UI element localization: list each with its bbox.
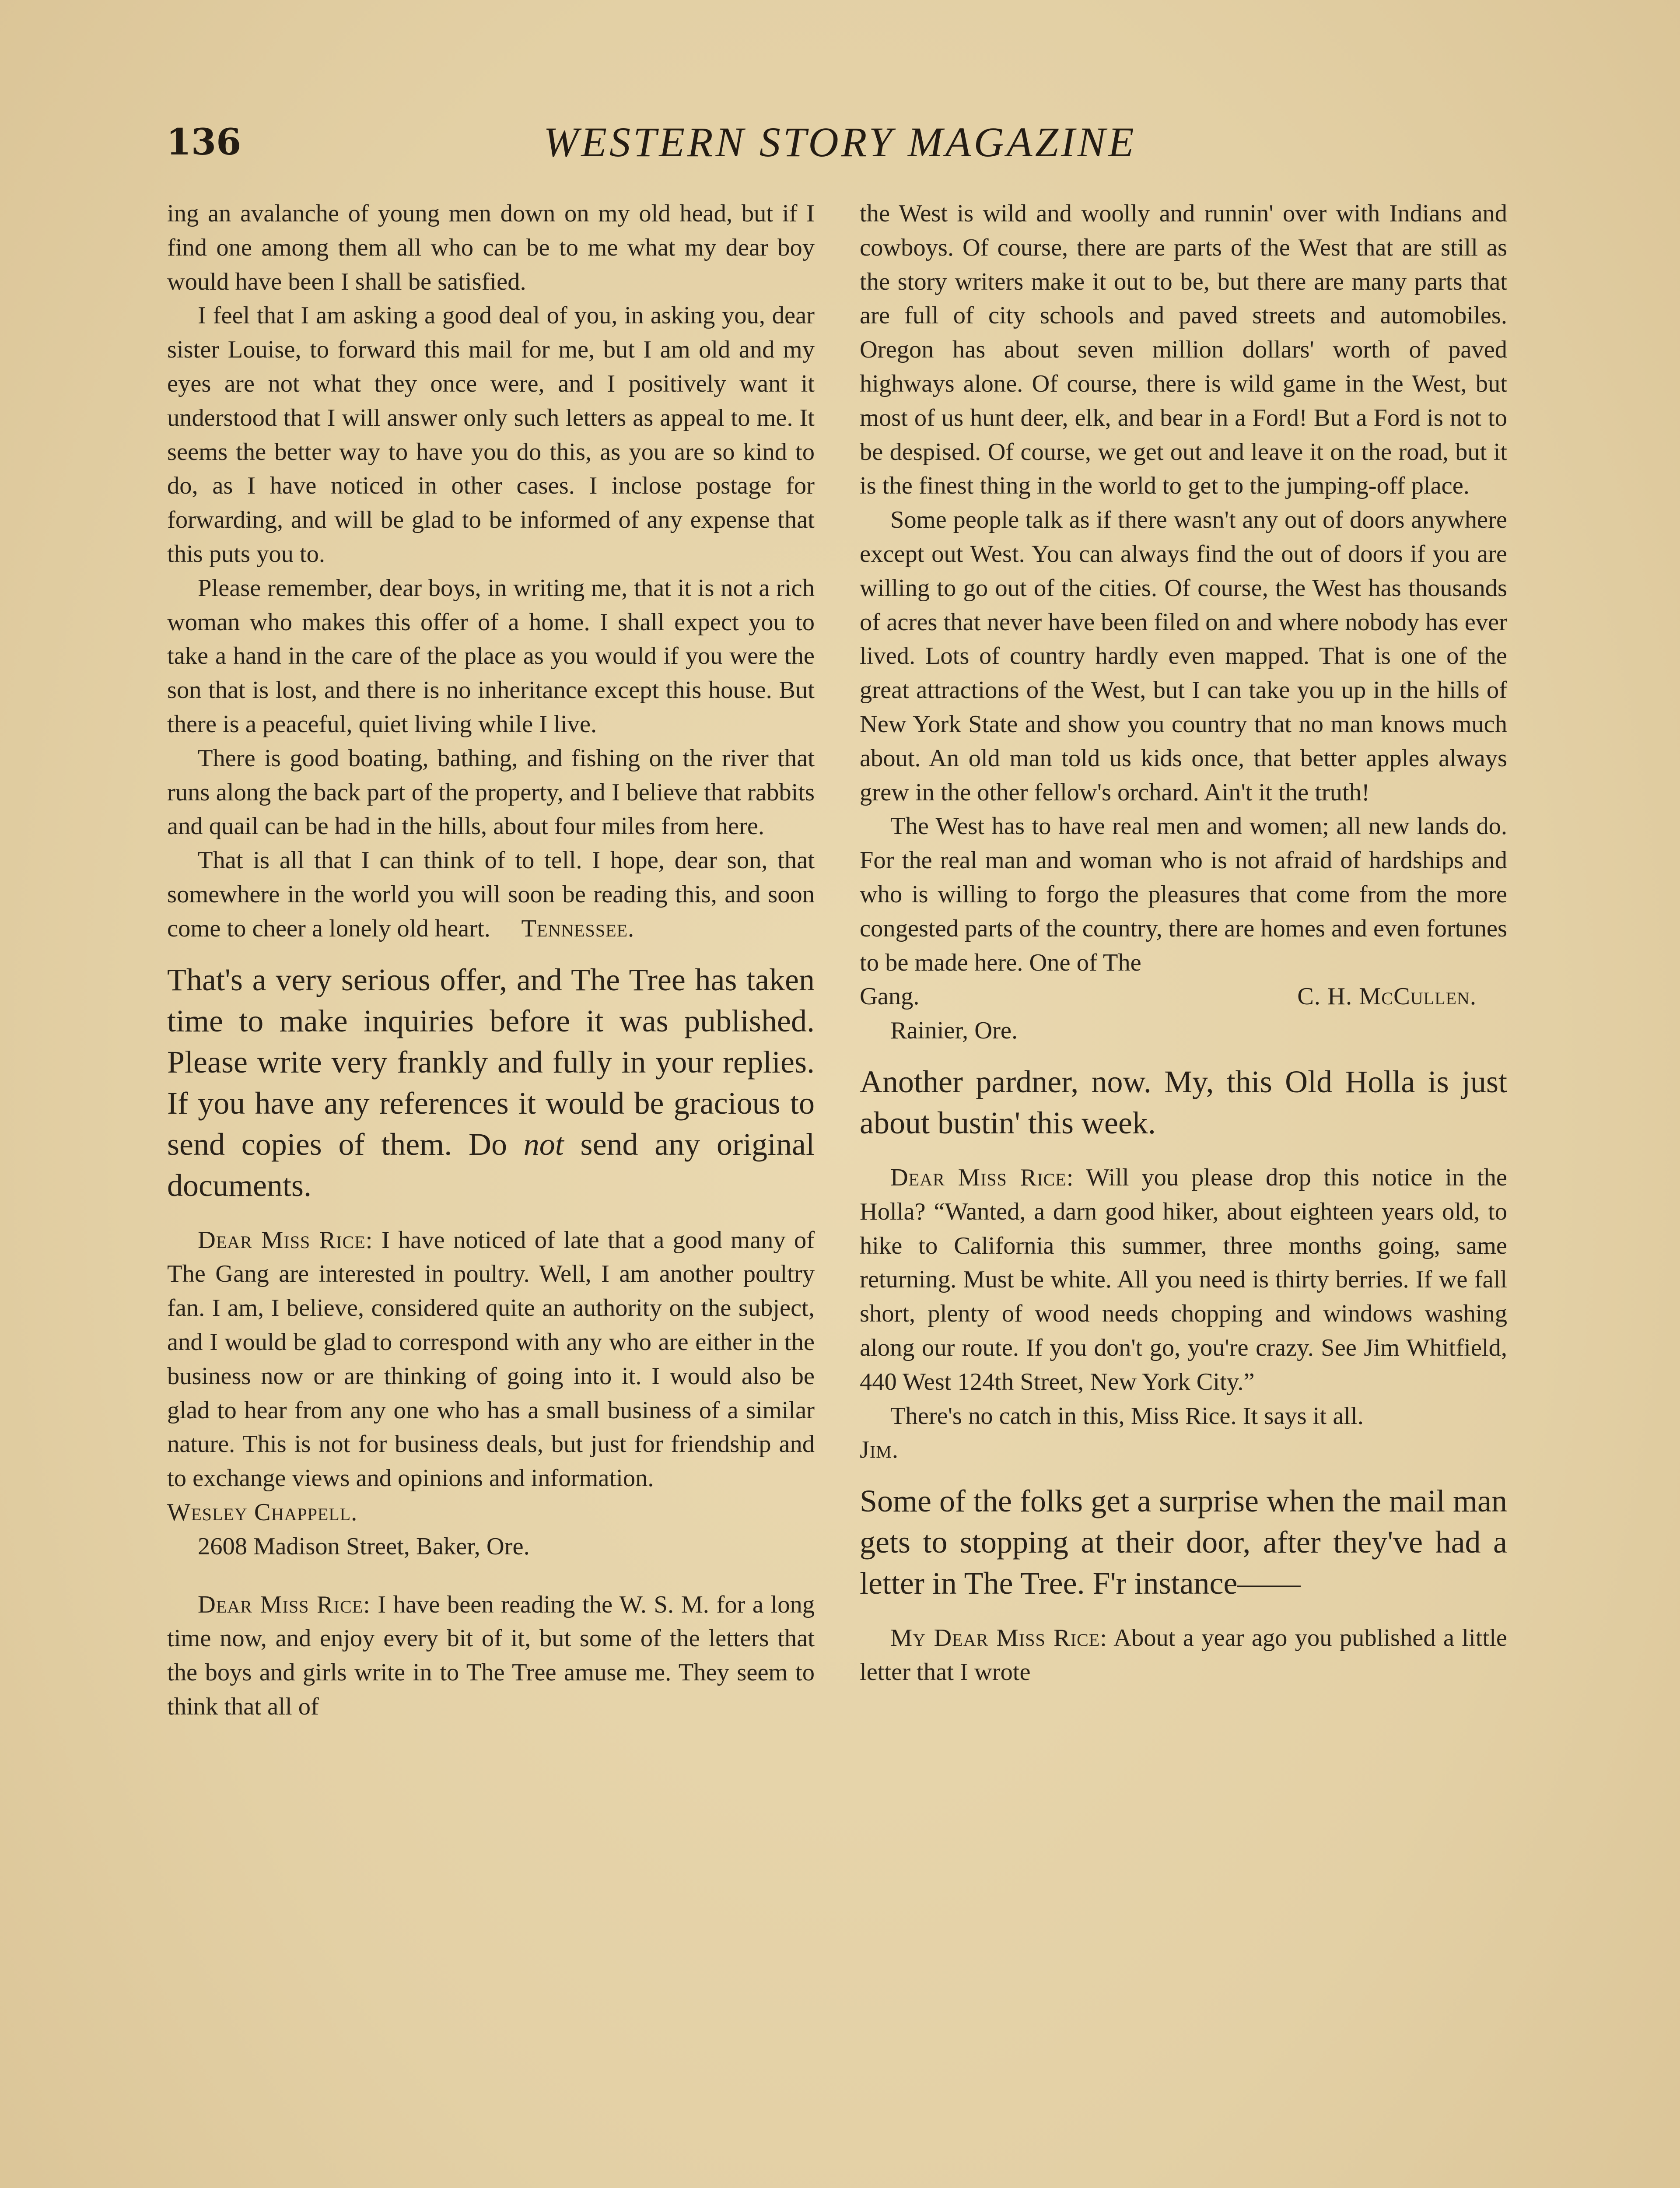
jim-letter-body [860, 1161, 1507, 1399]
reader-letter-body [167, 1588, 815, 1724]
final-letter-text: About a year ago you published a little letter that I wrote [860, 1624, 1507, 1686]
editor-note-1-not: not [523, 1126, 564, 1162]
mccullen-letter-p2: Some people talk as if there wasn't any out of doors anywhere except out West. You can always find the out of doors if you are willing to go out of the cities. Of course, the West has thousands of acres that never have been filed on and where nobody has ever lived. Lots of country hardly even mapped. That is one of the great attractions of the West, but I can take you up in the hills of New York State and show you country that no man knows much about. An old man told us kids once, that better apples always grew in the other fellow's orchard. Ain't it the truth! [860, 506, 1507, 806]
editor-note-1-text-b: send any original documents. [167, 1126, 815, 1203]
mccullen-address: Rainier, Ore. [890, 1017, 1018, 1045]
chappell-signature: Wesley Chappell. [167, 1498, 358, 1526]
editor-note-1-text-a: That's a very serious offer, and The Tree has taken time to make inquiries before it was published. Please write very frankly and fully in your replies. If you have any references it would be gracious to send copies of them. Do [167, 962, 815, 1162]
right-column [860, 197, 1507, 1690]
jim-letter-p2: There's no catch in this, Miss Rice. It says it all. [890, 1402, 1364, 1430]
jim-signature: Jim. [860, 1436, 899, 1464]
reader-salutation: Dear Miss Rice: [198, 1591, 371, 1618]
chappell-salutation: Dear Miss Rice: [198, 1226, 373, 1254]
mccullen-letter-p3: The West has to have real men and women; all new lands do. For the real man and woman who is not afraid of hardships and who is willing to forgo the pleasures that come from the more congested parts of the country, there are homes and even fortunes to be made here. One of The [860, 813, 1507, 976]
final-salutation: My Dear Miss Rice: [890, 1624, 1107, 1652]
tennessee-letter-p5 [167, 844, 815, 946]
jim-letter-text: Will you please drop this notice in the Holla? “Wanted, a darn good hiker, about eighteen years old, to hike to California this summer, three months going, same returning. Must be white. All you need is thirty berries. If we fall short, plenty of wood needs chopping and windows washing along our route. If you don't go, you're crazy. See Jim Whitfield, 440 West 124th Street, New York City.” [860, 1164, 1508, 1396]
mccullen-signature: C. H. McCullen. [1297, 983, 1477, 1010]
reader-letter-text: I have been reading the W. S. M. for a long time now, and enjoy every bit of it, but some of the letters that the boys and girls write in to The Tree amuse me. They seem to think that all of [167, 1591, 815, 1720]
page-header [166, 116, 1514, 168]
mccullen-signature-line [860, 980, 1507, 1014]
tennessee-letter-p5-text: That is all that I can think of to tell. I hope, dear son, that somewhere in the world you will soon be reading this, and soon come to cheer a lonely old heart. [167, 847, 815, 942]
mccullen-letter-p1: the West is wild and woolly and runnin' over with Indians and cowboys. Of course, there are parts of the West that are still as the story writers make it out to be, but there are many parts that are full of city schools and paved streets and automobiles. Oregon has about seven million dollars' worth of paved highways alone. Of course, there is wild game in the West, but most of us hunt deer, elk, and bear in a Ford! But a Ford is not to be despised. Of course, we get out and leave it on the road, but it is the finest thing in the world to get to the jumping-off place. [860, 200, 1507, 500]
chappell-letter-body [167, 1224, 815, 1496]
editor-note-3: Some of the folks get a surprise when the mail man gets to stopping at their door, after they've had a letter in The Tree. F'r instance—— [860, 1483, 1507, 1601]
page-number: 136 [166, 121, 242, 163]
magazine-title: WESTERN STORY MAGAZINE [543, 119, 1137, 165]
jim-salutation: Dear Miss Rice: [890, 1164, 1074, 1191]
editor-note-2: Another pardner, now. My, this Old Holla is just about bustin' this week. [860, 1064, 1507, 1140]
mccullen-letter-p3-end: Gang. [860, 983, 920, 1010]
final-letter-body [860, 1621, 1507, 1690]
tennessee-letter-p2: I feel that I am asking a good deal of you, in asking you, dear sister Louise, to forward this mail for me, but I am old and my eyes are not what they once were, and I positively want it understood that I will answer only such letters as appeal to me. It seems the better way to have you do this, as you are so kind to do, as I have noticed in other cases. I inclose postage for forwarding, and will be glad to be informed of any expense that this puts you to. [167, 302, 815, 568]
editor-note-1 [167, 959, 815, 1206]
tennessee-signature: Tennessee. [521, 915, 635, 942]
chappell-letter-text: I have noticed of late that a good many of The Gang are interested in poultry. Well, I am another poultry fan. I am, I believe, considered quite an authority on the subject, and I would be glad to correspond with any who are either in the business now or are thinking of going into it. I would also be glad to hear from any one who has a small business of a similar nature. This is not for business deals, but just for friendship and to exchange views and opinions and information. [167, 1226, 815, 1492]
tennessee-letter-p1: ing an avalanche of young men down on my old head, but if I find one among them all who can be to me what my dear boy would have been I shall be satisfied. [167, 200, 815, 295]
chappell-address: 2608 Madison Street, Baker, Ore. [198, 1532, 530, 1560]
tennessee-letter-p4: There is good boating, bathing, and fishing on the river that runs along the back part of the property, and I believe that rabbits and quail can be had in the hills, about four miles from here. [167, 744, 815, 840]
left-column [167, 197, 815, 1724]
tennessee-letter-p3: Please remember, dear boys, in writing me, that it is not a rich woman who makes this offer of a home. I shall expect you to take a hand in the care of the place as you would if you were the son that is lost, and there is no inheritance except this house. But there is a peaceful, quiet living while I live. [167, 574, 815, 738]
jim-letter-closing [860, 1399, 1507, 1434]
